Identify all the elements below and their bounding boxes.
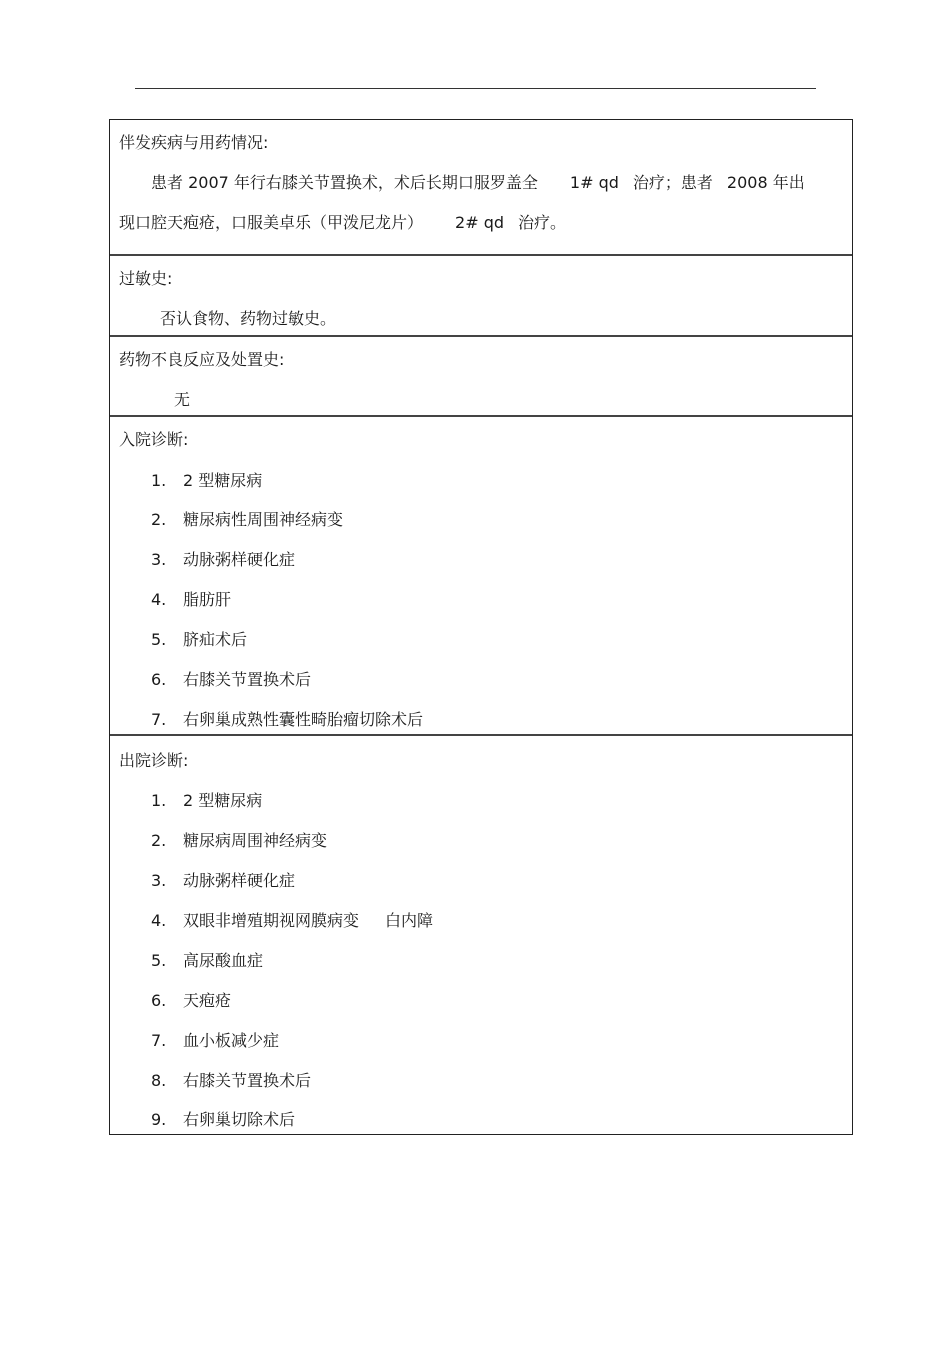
comorbidity-text-1c: 治疗；患者: [632, 173, 713, 192]
list-item: 7. 右卵巢成熟性囊性畸胎瘤切除术后: [151, 710, 424, 729]
list-item: 3. 动脉粥样硬化症: [151, 871, 296, 890]
allergy-label: 过敏史:: [119, 269, 173, 288]
list-item: 5. 高尿酸血症: [151, 951, 264, 970]
comorbidity-dose-1: 1# qd: [569, 173, 619, 192]
comorbidity-text-1a: 患者 2007 年行右膝关节置换术，术后长期口服罗盖全: [151, 173, 538, 192]
comorbidity-text-1d: 2008 年出: [726, 173, 805, 192]
admission-diagnosis-section: [110, 417, 852, 736]
comorbidity-line-1: [151, 173, 805, 193]
header-rule: [135, 88, 816, 89]
list-item: 4. 脂肪肝: [151, 590, 232, 609]
comorbidity-label: 伴发疾病与用药情况:: [119, 133, 269, 152]
medical-record-table: [109, 119, 853, 1135]
list-item: 8. 右膝关节置换术后: [151, 1071, 312, 1090]
comorbidity-text-2c: 治疗。: [518, 213, 567, 232]
list-item: 9. 右卵巢切除术后: [151, 1110, 296, 1129]
list-item: 1. 2 型糖尿病: [151, 791, 263, 810]
admission-diagnosis-label: 入院诊断:: [119, 430, 189, 449]
list-item: 1. 2 型糖尿病: [151, 471, 263, 490]
adverse-reaction-section: [110, 337, 852, 417]
list-item: 2. 糖尿病周围神经病变: [151, 831, 328, 850]
adverse-reaction-label: 药物不良反应及处置史:: [119, 350, 285, 369]
discharge-diagnosis-section: [110, 736, 852, 1134]
allergy-value: 否认食物、药物过敏史。: [160, 309, 337, 328]
list-item: 4. 双眼非增殖期视网膜病变 白内障: [151, 911, 434, 930]
comorbidity-dose-2: 2# qd: [455, 213, 504, 232]
adverse-reaction-value: 无: [174, 390, 191, 409]
list-item: 5. 脐疝术后: [151, 630, 248, 649]
comorbidity-line-2: [119, 213, 566, 233]
discharge-diagnosis-label: 出院诊断:: [119, 751, 189, 770]
allergy-section: [110, 256, 852, 337]
list-item: 6. 天疱疮: [151, 991, 232, 1010]
list-item: 3. 动脉粥样硬化症: [151, 550, 296, 569]
list-item: 7. 血小板减少症: [151, 1031, 280, 1050]
comorbidity-text-2a: 现口腔天疱疮，口服美卓乐（甲泼尼龙片）: [119, 213, 424, 232]
comorbidity-section: [110, 120, 852, 256]
list-item: 6. 右膝关节置换术后: [151, 670, 312, 689]
list-item: 2. 糖尿病性周围神经病变: [151, 510, 344, 529]
